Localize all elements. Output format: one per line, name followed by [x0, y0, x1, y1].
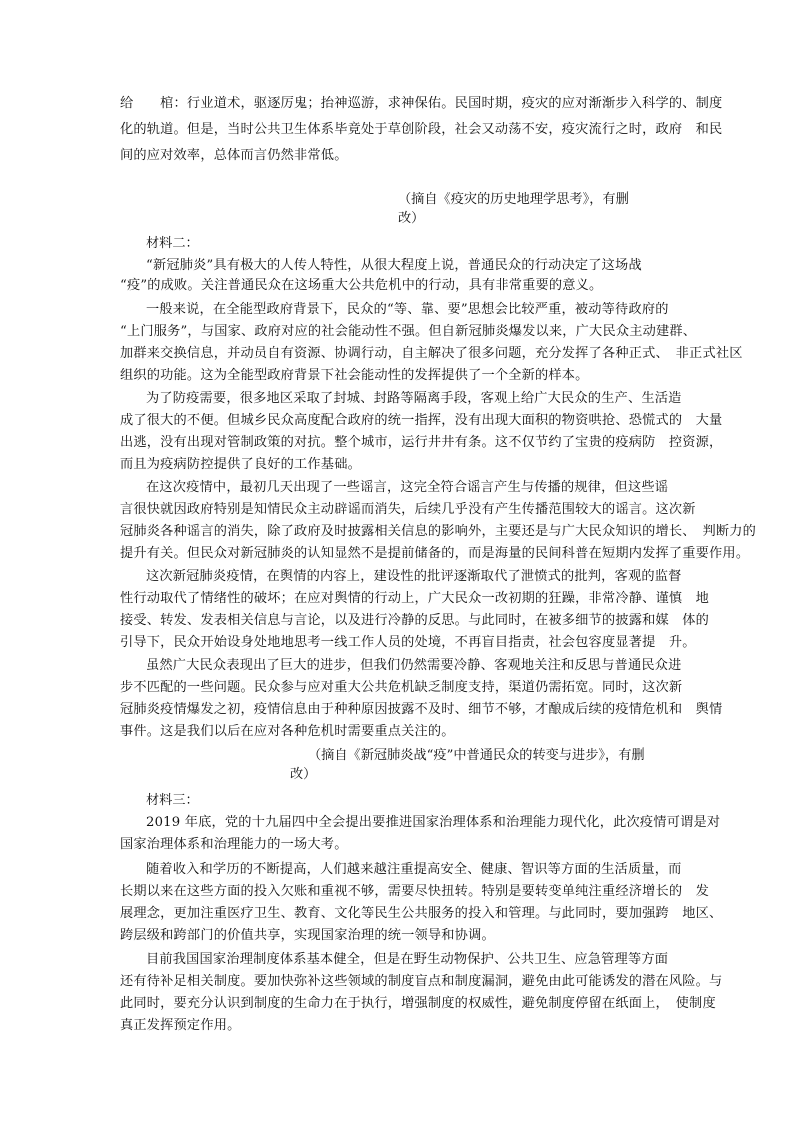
- body-line: 2019 年底，党的十九届四中全会提出要推进国家治理体系和治理能力现代化，此次疫情可谓是对: [146, 815, 721, 830]
- body-line: 给 棺：行业道术，驱逐厉鬼；抬神巡游，求神保佑。民国时期，疫灾的应对渐渐步入科学的、制度: [120, 96, 723, 111]
- body-line: 组织的功能。这为全能型政府背景下社会能动性的发挥提供了一个全新的样本。: [120, 368, 589, 383]
- body-line: 提升有关。但民众对新冠肺炎的认知显然不是提前储备的，而是海量的民间科普在短期内发挥了重要作用。: [120, 546, 750, 561]
- body-line: 为了防疫需要，很多地区采取了封城、封路等隔离手段，客观上给广大民众的生产、生活造: [146, 391, 682, 406]
- body-line: 在这次疫情中，最初几天出现了一些谣言，这完全符合谣言产生与传播的规律，但这些谣: [146, 480, 669, 495]
- section-heading: 材料三：: [146, 793, 199, 808]
- body-line: 展理念，更加注重医疗卫生、教育、文化等民生公共服务的投入和管理。与此同时，要加强跨 地区、: [120, 906, 723, 921]
- section-heading: 材料二：: [146, 236, 199, 251]
- body-line: 而且为疫病防控提供了良好的工作基础。: [120, 457, 361, 472]
- body-line: 性行动取代了情绪性的破坏；在应对舆情的行动上，广大民众一改初期的狂躁，非常冷静、谨慎 地: [120, 591, 710, 606]
- body-line: 加群来交换信息，并动员自有资源、协调行动，自主解决了很多问题，充分发挥了各种正式、 非正式社区: [120, 346, 743, 361]
- source-citation: （摘自《疫灾的历史地理学思考》，有删: [398, 192, 629, 207]
- body-line: 这次新冠肺炎疫情，在舆情的内容上，建设性的批评逐渐取代了泄愤式的批判，客观的监督: [146, 569, 682, 584]
- body-line: 长期以来在这些方面的投入欠账和重视不够，需要尽快扭转。特别是要转变单纯注重经济增长的 发: [120, 884, 710, 899]
- source-citation: （摘自《新冠肺炎战“疫”中普通民众的转变与进步》，有删: [308, 748, 645, 763]
- body-line: 此同时，要充分认识到制度的生命力在于执行，增强制度的权威性，避免制度停留在纸面上， 使制度: [120, 996, 716, 1011]
- body-line: “疫”的成败。关注普通民众在这场重大公共危机中的行动，具有非常重要的意义。: [120, 278, 603, 293]
- body-line: 化的轨道。但是，当时公共卫生体系毕竟处于草创阶段，社会又动荡不安，疫灾流行之时，政府 和民: [120, 122, 723, 137]
- body-line: 接受、转发、发表相关信息与言论，以及进行冷静的反思。与此同时，在被多细节的披露和媒 体的: [120, 613, 710, 628]
- body-line: 还有待补足相关制度。要加快弥补这些领域的制度盲点和制度漏洞，避免由此可能诱发的潜在风险。与: [120, 974, 723, 989]
- source-citation: 改）: [290, 767, 317, 782]
- body-line: 出逃，没有出现对管制政策的对抗。整个城市，运行井井有条。这不仅节约了宝贵的疫病防 控资源，: [120, 435, 723, 450]
- body-line: 真正发挥预定作用。: [120, 1018, 241, 1033]
- body-line: “上门服务”，与国家、政府对应的社会能动性不强。但自新冠肺炎爆发以来，广大民众主动建群、: [120, 324, 697, 339]
- body-line: 冠肺炎疫情爆发之初，疫情信息由于种种原因披露不及时、细节不够，才酿成后续的疫情危机和 舆情: [120, 702, 723, 717]
- body-line: “新冠肺炎”具有极大的人传人特性，从很大程度上说，普通民众的行动决定了这场战: [146, 258, 642, 273]
- source-citation: 改）: [398, 211, 425, 226]
- body-line: 随着收入和学历的不断提高，人们越来越注重提高安全、健康、智识等方面的生活质量，而: [146, 862, 682, 877]
- body-line: 引导下，民众开始设身处地地思考一线工作人员的处境，不再盲目指责，社会包容度显著提 升。: [120, 635, 696, 650]
- body-line: 冠肺炎各种谣言的消失，除了政府及时披露相关信息的影响外，主要还是与广大民众知识的增长、 判断力的: [120, 524, 756, 539]
- body-line: 跨层级和跨部门的价值共享，实现国家治理的统一领导和协调。: [120, 928, 495, 943]
- body-line: 国家治理体系和治理能力的一场大考。: [120, 837, 348, 852]
- body-line: 间的应对效率，总体而言仍然非常低。: [120, 148, 348, 163]
- body-line: 一般来说，在全能型政府背景下，民众的“等、靠、要”思想会比较严重，被动等待政府的: [146, 302, 669, 317]
- body-line: 言很快就因政府特别是知情民众主动辟谣而消失，后续几乎没有产生传播范围较大的谣言。这次新: [120, 502, 696, 517]
- body-line: 步不匹配的一些问题。民众参与应对重大公共危机缺乏制度支持，渠道仍需拓宽。同时，这次新: [120, 680, 683, 695]
- body-line: 成了很大的不便。但城乡民众高度配合政府的统一指挥，没有出现大面积的物资哄抢、恐慌式的 大量: [120, 413, 723, 428]
- body-line: 目前我国国家治理制度体系基本健全，但是在野生动物保护、公共卫生、应急管理等方面: [146, 952, 669, 967]
- body-line: 虽然广大民众表现出了巨大的进步，但我们仍然需要冷静、客观地关注和反思与普通民众进: [146, 658, 682, 673]
- body-line: 事件。这是我们以后在应对各种危机时需要重点关注的。: [120, 724, 455, 739]
